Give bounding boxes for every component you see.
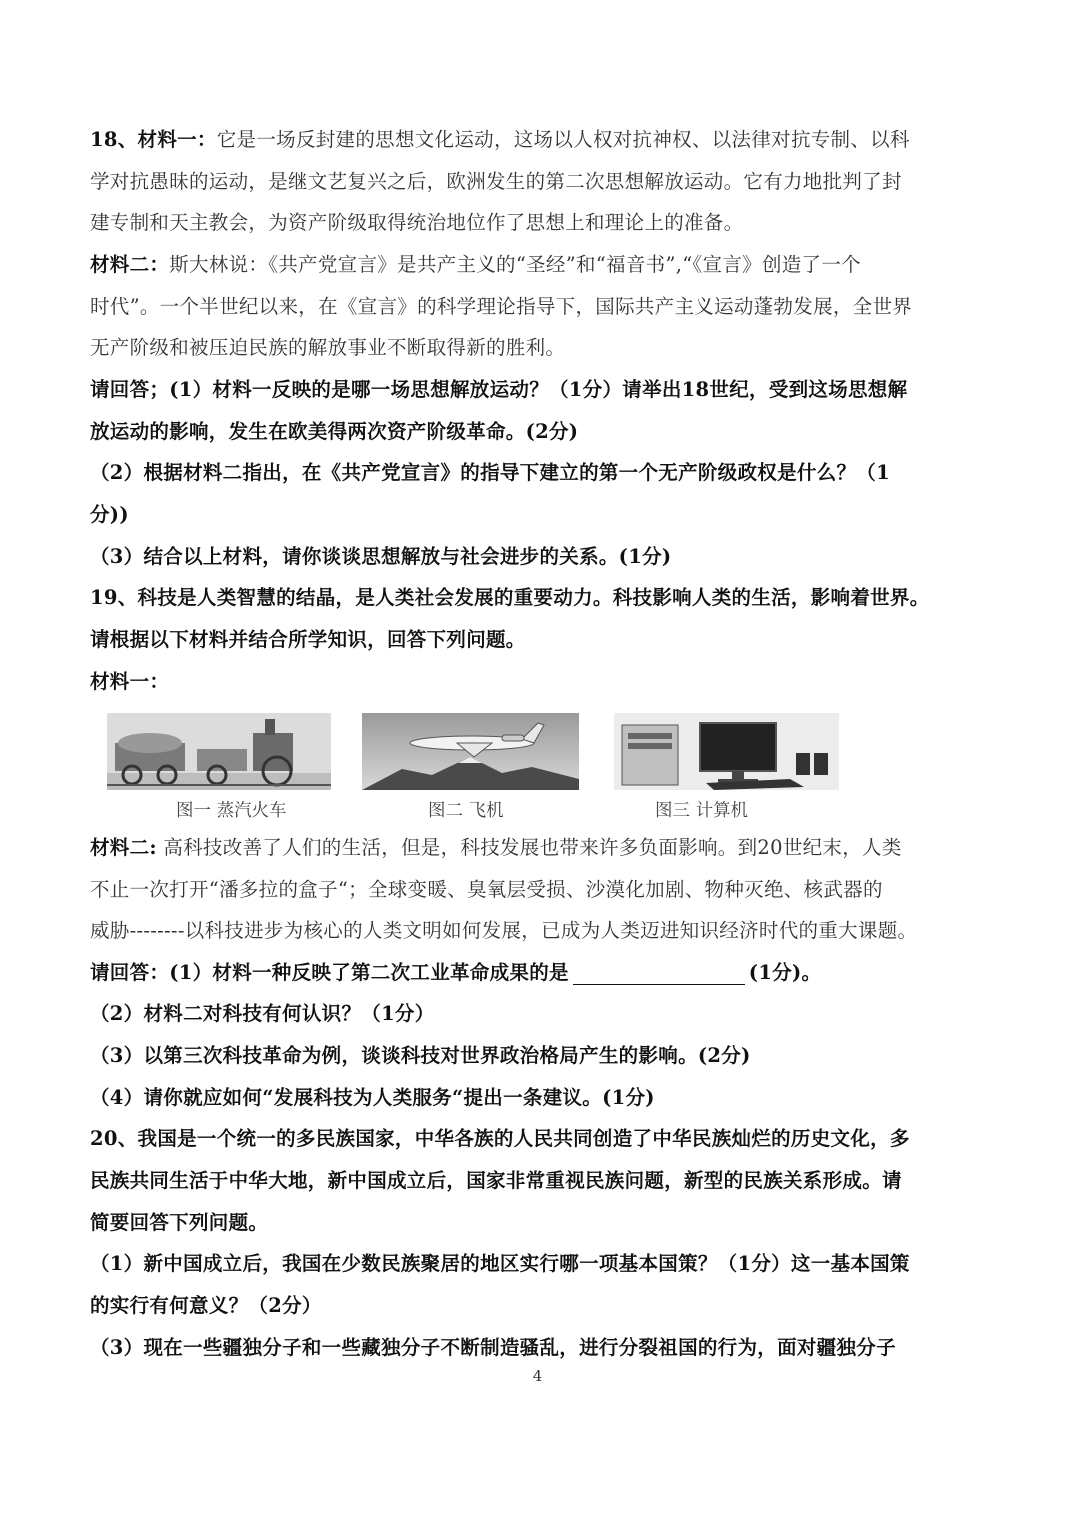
q19-material1-label: 材料一： <box>90 670 170 693</box>
q18-question-2-line-1: （2）根据材料二指出，在《共产党宣言》的指导下建立的第一个无产阶级政权是什么？（1 <box>90 461 890 484</box>
q19-question-3: （3）以第三次科技革命为例，谈谈科技对世界政治格局产生的影响。(2分) <box>90 1044 751 1067</box>
q19-material2-line-1 <box>90 836 990 860</box>
q20-question-1-line-1: （1）新中国成立后，我国在少数民族聚居的地区实行哪一项基本国策？（1分）这一基本国策 <box>90 1252 910 1275</box>
q18-question-1-line-1: 请回答；(1）材料一反映的是哪一场思想解放运动？（1分）请举出18世纪，受到这场思想解 <box>90 378 908 401</box>
page-number: 4 <box>532 1367 543 1385</box>
q19-question-4: （4）请你就应如何“发展科技为人类服务“提出一条建议。(1分) <box>90 1086 655 1109</box>
q18-line-1 <box>90 128 990 152</box>
q19-question-1-score: (1分)。 <box>748 961 822 984</box>
q19-material2-line-3: 威胁--------以科技进步为核心的人类文明如何发展，已成为人类迈进知识经济时代的重大课题。 <box>90 919 918 942</box>
q18-question-2-line-2: 分)) <box>90 503 129 526</box>
q20-question-1-line-2: 的实行有何意义？（2分） <box>90 1294 322 1317</box>
q18-material1-label: 18、材料一： <box>90 128 217 151</box>
q18-material2-text: 斯大林说：《共产党宣言》是共产主义的“圣经”和“福音书”,“《宣言》创造了一个 <box>169 253 861 276</box>
answer-blank[interactable] <box>573 964 745 985</box>
q18-question-3: （3）结合以上材料，请你谈谈思想解放与社会进步的关系。(1分) <box>90 545 672 568</box>
q19-material2-text: 高科技改善了人们的生活，但是，科技发展也带来许多负面影响。到20世纪末，人类 <box>156 836 902 859</box>
q18-material2-line-3: 无产阶级和被压迫民族的解放事业不断取得新的胜利。 <box>90 336 566 359</box>
q20-intro-line-1: 20、我国是一个统一的多民族国家，中华各族的人民共同创造了中华民族灿烂的历史文化，多 <box>90 1127 910 1150</box>
q18-material1-text: 它是一场反封建的思想文化运动，这场以人权对抗神权、以法律对抗专制、以科 <box>216 128 910 151</box>
q18-material2-label: 材料二： <box>90 253 170 276</box>
figure-2-caption: 图二 飞机 <box>428 801 504 821</box>
q19-intro-line-1: 19、科技是人类智慧的结晶，是人类社会发展的重要动力。科技影响人类的生活，影响着世界。 <box>90 586 930 609</box>
computer-image <box>614 713 839 790</box>
q18-question-1-line-2: 放运动的影响，发生在欧美得两次资产阶级革命。(2分) <box>90 420 579 443</box>
q18-line-3: 建专制和天主教会，为资产阶级取得统治地位作了思想上和理论上的准备。 <box>90 211 744 234</box>
airplane-image <box>362 713 579 790</box>
q20-intro-line-2: 民族共同生活于中华大地，新中国成立后，国家非常重视民族问题，新型的民族关系形成。请 <box>90 1169 902 1192</box>
q19-question-2: （2）材料二对科技有何认识？（1分） <box>90 1002 435 1025</box>
q19-material2-line-2: 不止一次打开“潘多拉的盒子“；全球变暖、臭氧层受损、沙漠化加剧、物种灭绝、核武器的 <box>90 878 883 901</box>
q19-question-1-text: 请回答：(1）材料一种反映了第二次工业革命成果的是 <box>90 961 569 984</box>
steam-train-image <box>107 713 331 790</box>
q19-question-1 <box>90 961 990 985</box>
q20-question-3-line-1: （3）现在一些疆独分子和一些藏独分子不断制造骚乱，进行分裂祖国的行为，面对疆独分子 <box>90 1336 896 1359</box>
q18-material2-line-1 <box>90 253 990 277</box>
q20-intro-line-3: 简要回答下列问题。 <box>90 1211 269 1234</box>
figure-3-caption: 图三 计算机 <box>655 801 749 821</box>
figure-1-caption: 图一 蒸汽火车 <box>176 801 287 821</box>
q18-line-2: 学对抗愚昧的运动，是继文艺复兴之后，欧洲发生的第二次思想解放运动。它有力地批判了封 <box>90 170 902 193</box>
q18-material2-line-2: 时代”。一个半世纪以来，在《宣言》的科学理论指导下，国际共产主义运动蓬勃发展，全世界 <box>90 295 913 318</box>
q19-material2-label: 材料二: <box>90 836 157 859</box>
q19-intro-line-2: 请根据以下材料并结合所学知识，回答下列问题。 <box>90 628 526 651</box>
